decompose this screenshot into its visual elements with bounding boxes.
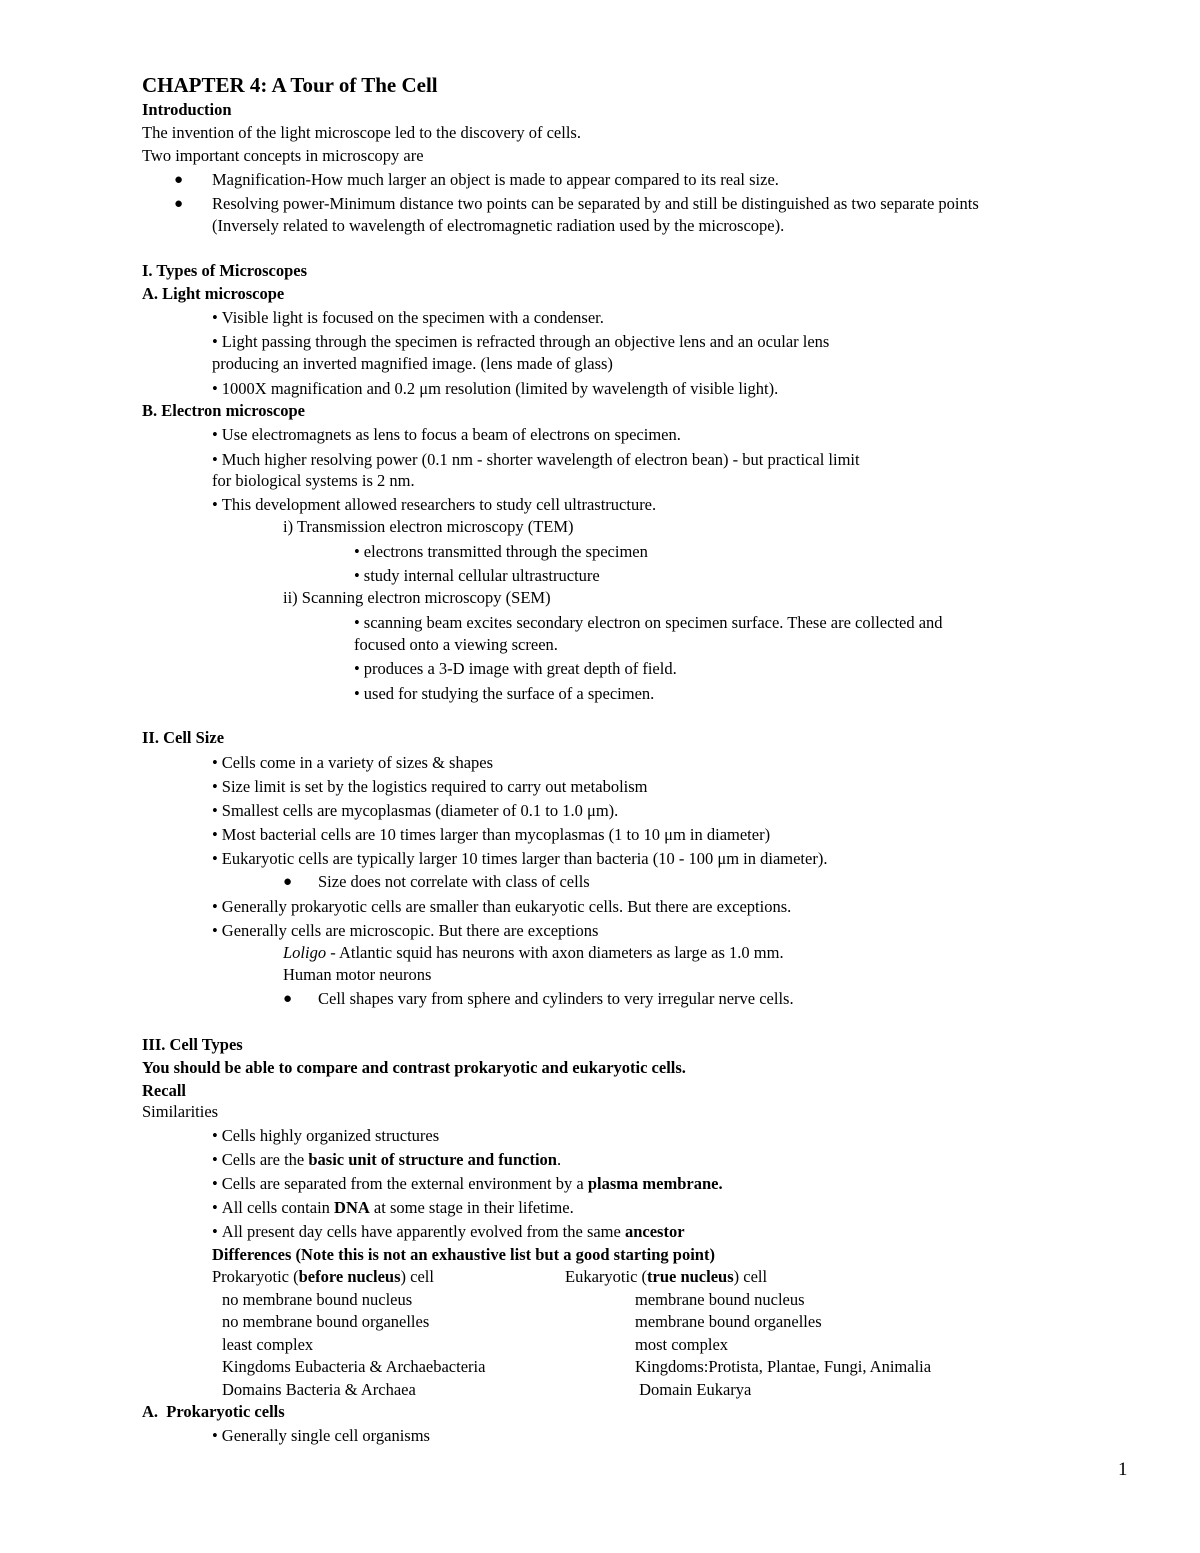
- list-item: • Generally single cell organisms: [212, 1426, 430, 1446]
- subsection-label: i) Transmission electron microscopy (TEM): [283, 517, 574, 536]
- list-item: • Use electromagnets as lens to focus a beam of electrons on specimen.: [212, 425, 681, 445]
- list-item: • Much higher resolving power (0.1 nm - shorter wavelength of electron bean) - but practical limit: [212, 450, 860, 470]
- list-item: • Most bacterial cells are 10 times larger than mycoplasmas (1 to 10 μm in diameter): [212, 825, 770, 845]
- list-item-cont: focused onto a viewing screen.: [354, 635, 558, 654]
- list-item: • electrons transmitted through the specimen: [354, 542, 648, 562]
- intro-bullet: Magnification-How much larger an object is made to appear compared to its real size.: [212, 170, 779, 189]
- section-heading: I. Types of Microscopes: [142, 261, 307, 280]
- section-heading: III. Cell Types: [142, 1035, 243, 1054]
- bullet-icon: ●: [283, 874, 293, 890]
- table-cell-eukaryotic: Kingdoms:Protista, Plantae, Fungi, Animalia: [635, 1357, 932, 1376]
- table-cell-prokaryotic: least complex: [222, 1335, 314, 1354]
- list-item: • Cells are separated from the external environment by a plasma membrane.: [212, 1174, 723, 1194]
- example-line: Loligo - Atlantic squid has neurons with axon diameters as large as 1.0 mm.: [283, 943, 784, 962]
- table-cell-prokaryotic: no membrane bound organelles: [222, 1312, 430, 1331]
- example-line: Human motor neurons: [283, 965, 432, 984]
- list-item: • Cells come in a variety of sizes & shapes: [212, 753, 493, 773]
- intro-text: The invention of the light microscope led to the discovery of cells.: [142, 123, 581, 142]
- list-item: Cell shapes vary from sphere and cylinders to very irregular nerve cells.: [318, 989, 794, 1008]
- list-item: • study internal cellular ultrastructure: [354, 566, 600, 586]
- intro-bullet: Resolving power-Minimum distance two points can be separated by and still be distinguished as two separate points: [212, 194, 979, 213]
- subsection-label: Similarities: [142, 1102, 219, 1121]
- table-cell-prokaryotic: no membrane bound nucleus: [222, 1290, 413, 1309]
- bullet-icon: ●: [283, 991, 293, 1007]
- section-heading: II. Cell Size: [142, 728, 225, 747]
- subsection-label: ii) Scanning electron microscopy (SEM): [283, 588, 551, 607]
- objective-text: You should be able to compare and contrast prokaryotic and eukaryotic cells.: [142, 1058, 686, 1077]
- table-cell-eukaryotic: membrane bound organelles: [635, 1312, 822, 1331]
- chapter-title: CHAPTER 4: A Tour of The Cell: [142, 73, 438, 97]
- subsection-heading: A. Prokaryotic cells: [142, 1402, 285, 1421]
- subsection-heading: Recall: [142, 1081, 186, 1100]
- intro-heading: Introduction: [142, 100, 232, 119]
- list-item: • Generally cells are microscopic. But there are exceptions: [212, 921, 598, 941]
- list-item: • Light passing through the specimen is refracted through an objective lens and an ocular lens: [212, 332, 829, 352]
- table-cell-eukaryotic: most complex: [635, 1335, 729, 1354]
- list-item: • Generally prokaryotic cells are smaller than eukaryotic cells. But there are exceptions.: [212, 897, 791, 917]
- list-item: • Cells highly organized structures: [212, 1126, 439, 1146]
- species-name: Loligo: [283, 943, 327, 962]
- differences-heading: Differences (Note this is not an exhaustive list but a good starting point): [212, 1245, 715, 1264]
- list-item: • Cells are the basic unit of structure and function.: [212, 1150, 561, 1170]
- list-item: • Visible light is focused on the specimen with a condenser.: [212, 308, 604, 328]
- list-item: • 1000X magnification and 0.2 μm resolution (limited by wavelength of visible light).: [212, 379, 778, 399]
- subsection-heading: B. Electron microscope: [142, 401, 305, 420]
- subsection-heading: A. Light microscope: [142, 284, 285, 303]
- list-item: • All cells contain DNA at some stage in their lifetime.: [212, 1198, 574, 1218]
- table-cell-prokaryotic: Domains Bacteria & Archaea: [222, 1380, 416, 1399]
- list-item: • Smallest cells are mycoplasmas (diameter of 0.1 to 1.0 μm).: [212, 801, 618, 821]
- list-item-cont: producing an inverted magnified image. (lens made of glass): [212, 354, 613, 373]
- intro-text: Two important concepts in microscopy are: [142, 146, 424, 165]
- table-cell-eukaryotic: Domain Eukarya: [635, 1380, 752, 1399]
- column-header-prokaryotic: Prokaryotic (before nucleus) cell: [212, 1267, 434, 1286]
- list-item: • All present day cells have apparently evolved from the same ancestor: [212, 1222, 685, 1242]
- table-cell-prokaryotic: Kingdoms Eubacteria & Archaebacteria: [222, 1357, 486, 1376]
- list-item: • This development allowed researchers to study cell ultrastructure.: [212, 495, 656, 515]
- list-item: • produces a 3-D image with great depth of field.: [354, 659, 677, 679]
- bullet-icon: ●: [174, 196, 184, 212]
- list-item: • used for studying the surface of a specimen.: [354, 684, 654, 704]
- list-item: • Size limit is set by the logistics required to carry out metabolism: [212, 777, 648, 797]
- page-number: 1: [1118, 1459, 1128, 1480]
- intro-bullet-cont: (Inversely related to wavelength of electromagnetic radiation used by the microscope).: [212, 216, 785, 235]
- column-header-eukaryotic: Eukaryotic (true nucleus) cell: [565, 1267, 768, 1286]
- list-item: • Eukaryotic cells are typically larger 10 times larger than bacteria (10 - 100 μm in diameter).: [212, 849, 827, 869]
- table-cell-eukaryotic: membrane bound nucleus: [635, 1290, 805, 1309]
- bullet-icon: ●: [174, 172, 184, 188]
- list-item: • scanning beam excites secondary electron on specimen surface. These are collected and: [354, 613, 943, 633]
- list-item: Size does not correlate with class of cells: [318, 872, 590, 891]
- list-item-cont: for biological systems is 2 nm.: [212, 471, 415, 490]
